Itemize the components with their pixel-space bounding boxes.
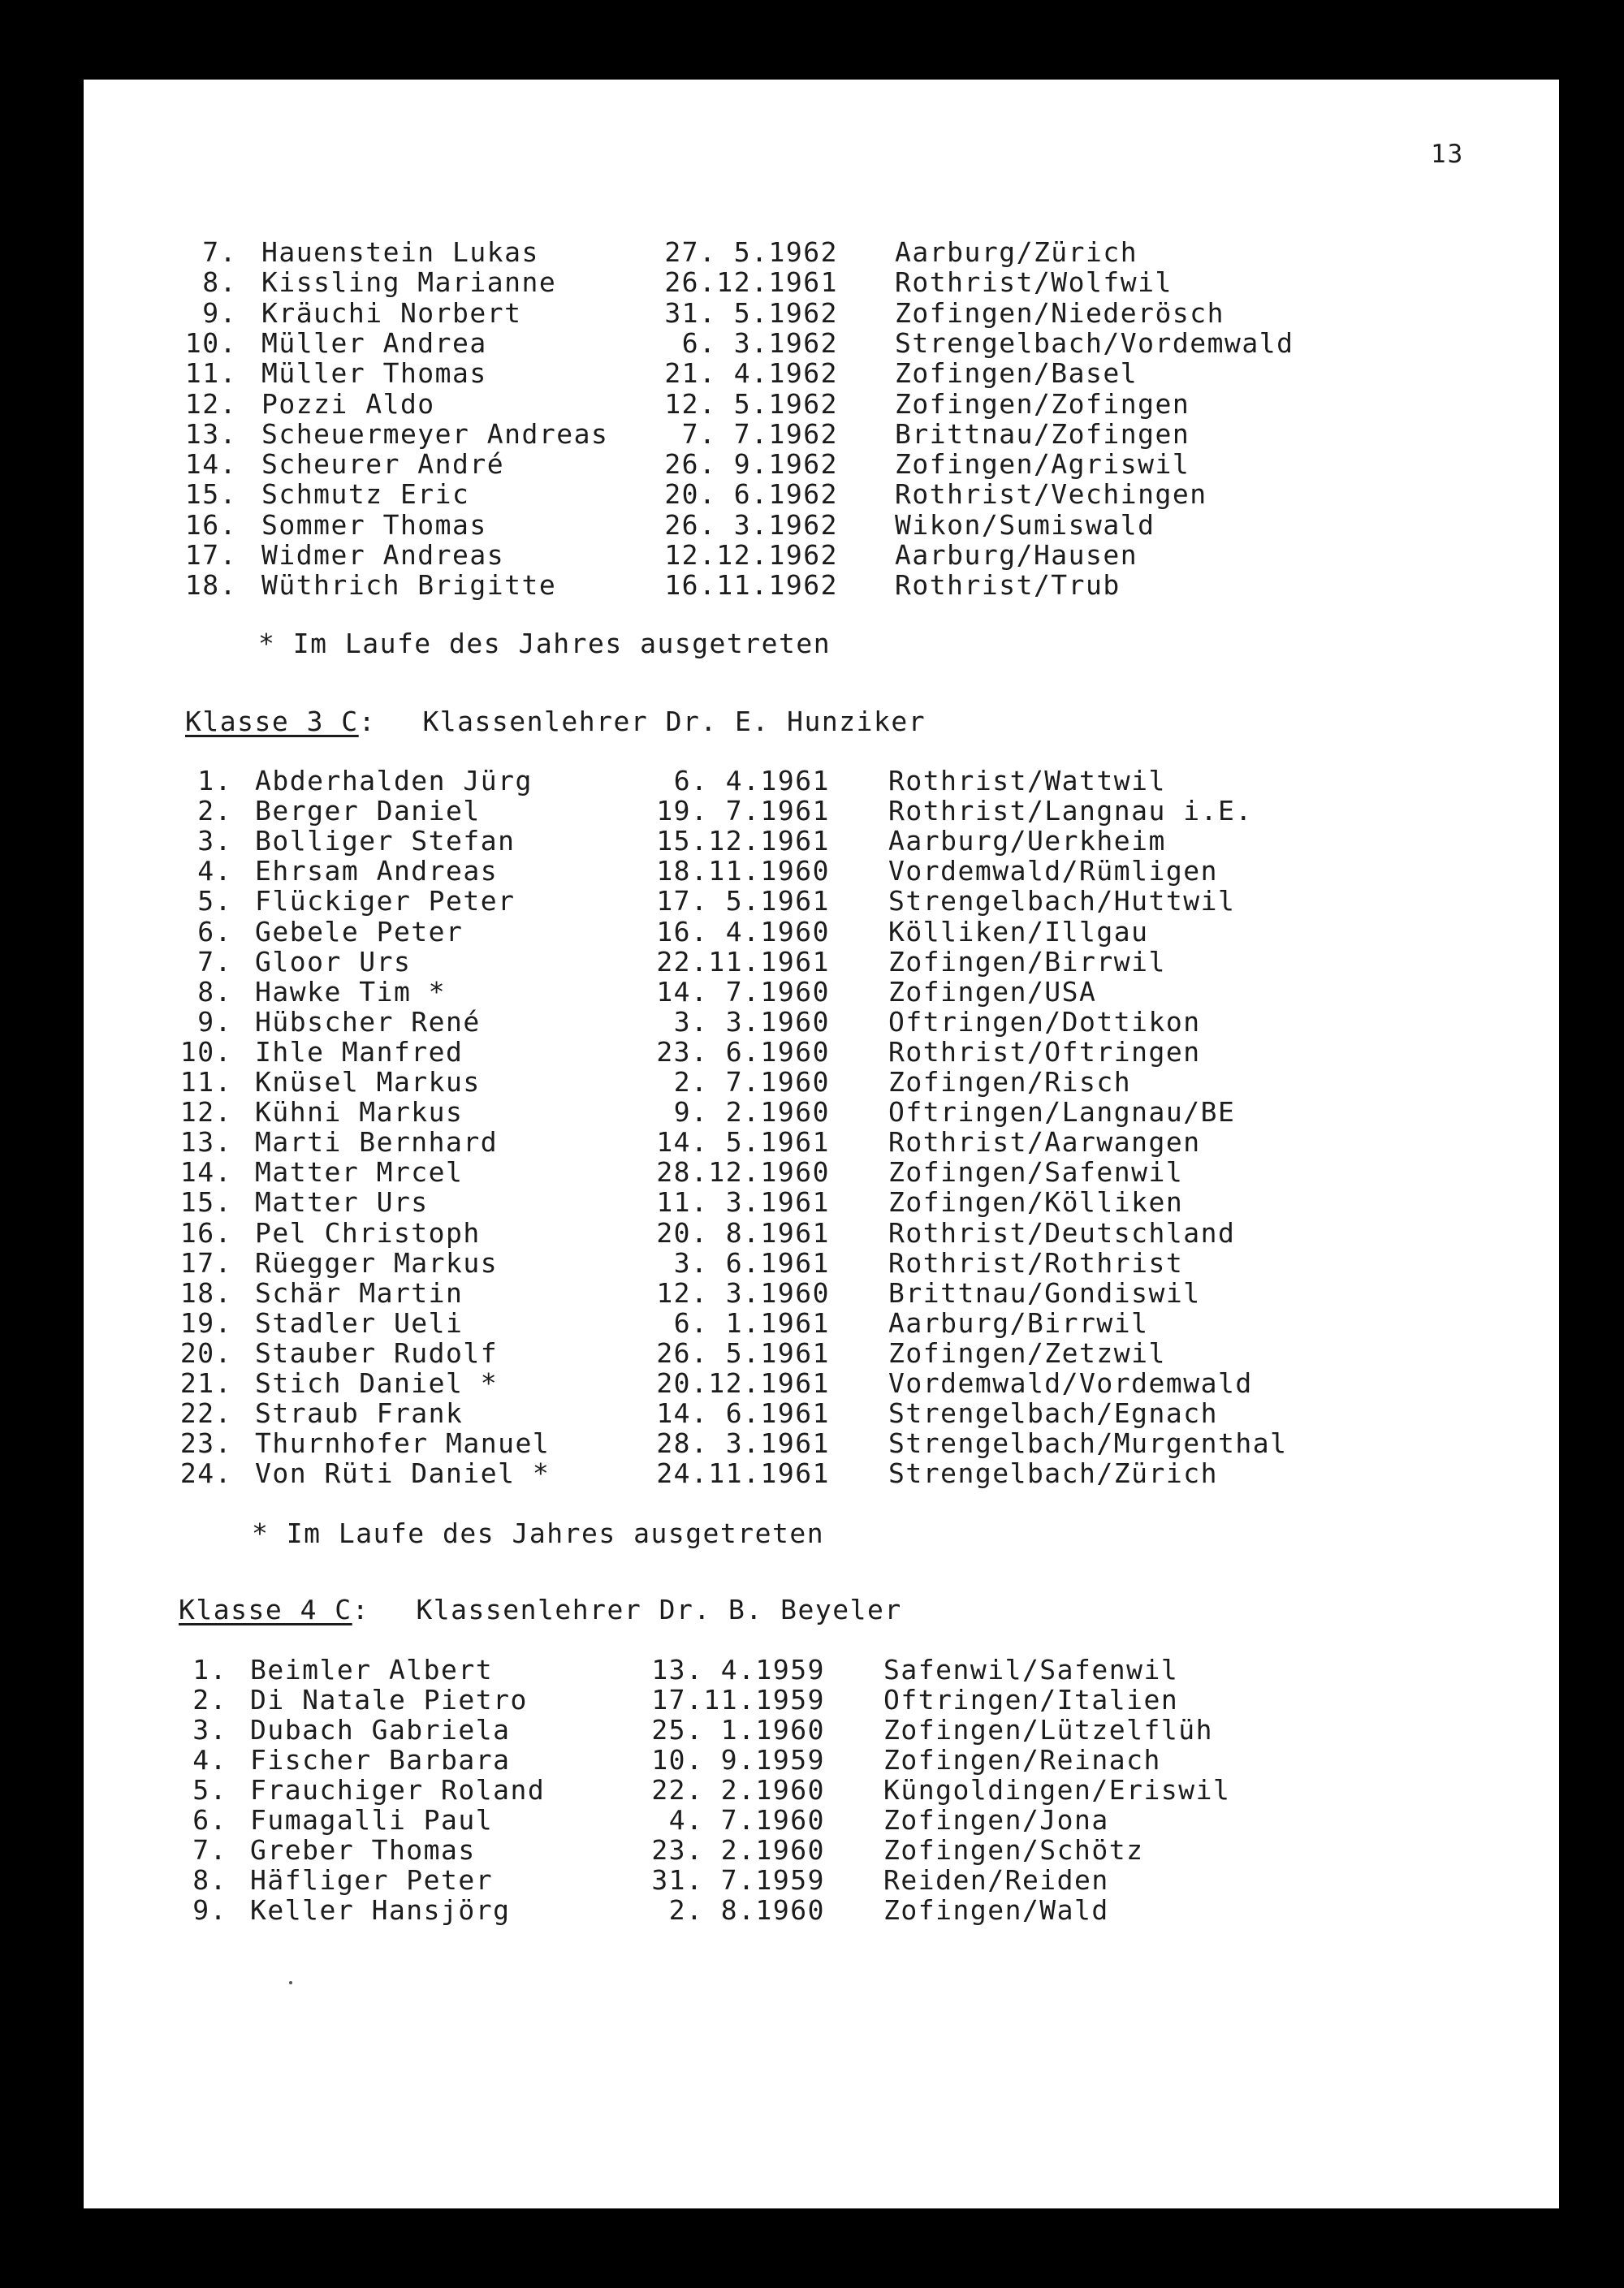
class-3c-separator: :: [358, 706, 377, 737]
list-row: [162, 1655, 1315, 1685]
student-name: Scheurer André: [261, 448, 505, 481]
birth-date: 12.12.1962: [664, 539, 838, 571]
class-4c-name: Klasse 4 C: [179, 1594, 352, 1625]
birth-date: 14. 5.1961: [656, 1126, 830, 1159]
residence-origin: Zofingen/Basel: [895, 357, 1138, 390]
row-number: 2.: [197, 795, 232, 827]
birth-date: 27. 5.1962: [664, 236, 838, 268]
birth-date: 20. 8.1961: [656, 1216, 830, 1249]
row-number: 4.: [197, 855, 232, 887]
birth-date: 3. 6.1961: [673, 1246, 830, 1279]
list-row: [167, 1218, 1320, 1248]
list-row: [172, 510, 1325, 540]
residence-origin: Aarburg/Birrwil: [888, 1306, 1149, 1339]
residence-origin: Oftringen/Langnau/BE: [888, 1096, 1236, 1129]
list-row: [172, 570, 1325, 600]
residence-origin: Strengelbach/Zürich: [888, 1457, 1218, 1490]
row-number: 17.: [179, 1246, 232, 1279]
birth-date: 3. 3.1960: [673, 1005, 830, 1038]
student-name: Müller Andrea: [261, 326, 487, 359]
birth-date: 6. 4.1961: [673, 765, 830, 796]
student-name: Kissling Marianne: [261, 266, 557, 299]
residence-origin: Zofingen/Birrwil: [888, 945, 1166, 978]
student-name: Pel Christoph: [255, 1216, 481, 1249]
birth-date: 23. 6.1960: [656, 1035, 830, 1068]
residence-origin: Kölliken/Illgau: [888, 915, 1149, 948]
residence-origin: Strengelbach/Huttwil: [888, 885, 1236, 917]
birth-date: 26. 3.1962: [664, 508, 838, 541]
page-number: 13: [1431, 140, 1465, 169]
residence-origin: Rothrist/Wolfwil: [895, 266, 1173, 299]
residence-origin: Wikon/Sumiswald: [895, 508, 1155, 541]
list-row: [172, 389, 1325, 419]
student-name: Widmer Andreas: [261, 539, 505, 571]
student-name: Di Natale Pietro: [250, 1684, 528, 1716]
residence-origin: Aarburg/Hausen: [895, 539, 1138, 571]
list-row: [167, 826, 1320, 856]
student-name: Berger Daniel: [255, 795, 481, 827]
student-name: Stauber Rudolf: [255, 1336, 499, 1369]
student-name: Matter Mrcel: [255, 1156, 464, 1189]
row-number: 12.: [179, 1096, 232, 1129]
residence-origin: Zofingen/Kölliken: [888, 1186, 1184, 1219]
row-number: 5.: [192, 1774, 227, 1806]
row-number: 14.: [179, 1156, 232, 1189]
list-row: [167, 1428, 1320, 1458]
birth-date: 31. 7.1959: [651, 1864, 825, 1896]
birth-date: 14. 7.1960: [656, 975, 830, 1008]
list-row: [167, 796, 1320, 826]
birth-date: 2. 8.1960: [668, 1894, 825, 1926]
residence-origin: Rothrist/Oftringen: [888, 1035, 1201, 1068]
list-row: [162, 1715, 1315, 1745]
list-row: [162, 1895, 1315, 1925]
student-name: Beimler Albert: [250, 1654, 494, 1686]
row-number: 18.: [179, 1276, 232, 1309]
residence-origin: Brittnau/Gondiswil: [888, 1276, 1201, 1309]
row-number: 1.: [192, 1654, 227, 1686]
birth-date: 13. 4.1959: [651, 1654, 825, 1686]
birth-date: 15.12.1961: [656, 825, 830, 857]
residence-origin: Aarburg/Zürich: [895, 236, 1138, 268]
list-row: [167, 1338, 1320, 1368]
birth-date: 4. 7.1960: [668, 1804, 825, 1836]
birth-date: 6. 1.1961: [673, 1306, 830, 1339]
list-row: [172, 479, 1325, 509]
row-number: 6.: [197, 915, 232, 948]
row-number: 16.: [184, 508, 237, 541]
list-row: [167, 1248, 1320, 1278]
birth-date: 23. 2.1960: [651, 1834, 825, 1866]
residence-origin: Rothrist/Deutschland: [888, 1216, 1236, 1249]
class-4c-heading: [179, 1595, 902, 1625]
residence-origin: Zofingen/Schötz: [883, 1834, 1144, 1866]
student-name: Schär Martin: [255, 1276, 464, 1309]
residence-origin: Rothrist/Rothrist: [888, 1246, 1184, 1279]
residence-origin: Zofingen/Agriswil: [895, 448, 1190, 481]
birth-date: 21. 4.1962: [664, 357, 838, 390]
class-4c-separator: :: [352, 1594, 370, 1625]
student-name: Ehrsam Andreas: [255, 855, 499, 887]
class-3c-footnote: * Im Laufe des Jahres ausgetreten: [252, 1517, 825, 1549]
student-name: Stich Daniel *: [255, 1367, 499, 1399]
residence-origin: Zofingen/Niederösch: [895, 296, 1224, 329]
residence-origin: Oftringen/Dottikon: [888, 1005, 1201, 1038]
birth-date: 16. 4.1960: [656, 915, 830, 948]
row-number: 8.: [202, 266, 237, 299]
list-row: [162, 1745, 1315, 1775]
birth-date: 26. 5.1961: [656, 1336, 830, 1369]
student-name: Hawke Tim *: [255, 975, 447, 1008]
residence-origin: Zofingen/Lützelflüh: [883, 1714, 1213, 1746]
residence-origin: Zofingen/USA: [888, 975, 1097, 1008]
list-row: [167, 856, 1320, 886]
residence-origin: Vordemwald/Rümligen: [888, 855, 1218, 887]
student-name: Abderhalden Jürg: [255, 765, 533, 796]
student-name: Stadler Ueli: [255, 1306, 464, 1339]
birth-date: 22. 2.1960: [651, 1774, 825, 1806]
list-row: [172, 237, 1325, 267]
student-name: Straub Frank: [255, 1397, 464, 1430]
list-row: [167, 766, 1320, 796]
row-number: 10.: [179, 1035, 232, 1068]
student-name: Häfliger Peter: [250, 1864, 494, 1896]
student-name: Von Rüti Daniel *: [255, 1457, 551, 1490]
student-name: Fumagalli Paul: [250, 1804, 494, 1836]
birth-date: 20. 6.1962: [664, 478, 838, 511]
student-name: Kräuchi Norbert: [261, 296, 522, 329]
row-number: 6.: [192, 1804, 227, 1836]
row-number: 7.: [192, 1834, 227, 1866]
student-name: Fischer Barbara: [250, 1744, 511, 1776]
list-row: [167, 1037, 1320, 1067]
birth-date: 19. 7.1961: [656, 795, 830, 827]
list-row: [162, 1865, 1315, 1895]
student-name: Müller Thomas: [261, 357, 487, 390]
list-row: [167, 1458, 1320, 1488]
row-number: 18.: [184, 569, 237, 602]
row-number: 5.: [197, 885, 232, 917]
row-number: 15.: [179, 1186, 232, 1219]
student-name: Hübscher René: [255, 1005, 481, 1038]
student-name: Scheuermeyer Andreas: [261, 417, 609, 450]
list-row: [162, 1775, 1315, 1805]
birth-date: 11. 3.1961: [656, 1186, 830, 1219]
student-name: Pozzi Aldo: [261, 387, 435, 420]
row-number: 10.: [184, 326, 237, 359]
row-number: 1.: [197, 765, 232, 796]
residence-origin: Zofingen/Zofingen: [895, 387, 1190, 420]
list-row: [172, 449, 1325, 479]
student-name: Keller Hansjörg: [250, 1894, 511, 1926]
row-number: 9.: [197, 1005, 232, 1038]
birth-date: 17. 5.1961: [656, 885, 830, 917]
student-name: Gebele Peter: [255, 915, 464, 948]
residence-origin: Zofingen/Safenwil: [888, 1156, 1184, 1189]
list-row: [167, 1398, 1320, 1428]
student-name: Matter Urs: [255, 1186, 429, 1219]
list-row: [167, 1007, 1320, 1037]
residence-origin: Oftringen/Italien: [883, 1684, 1179, 1716]
residence-origin: Aarburg/Uerkheim: [888, 825, 1166, 857]
birth-date: 20.12.1961: [656, 1367, 830, 1399]
list-row: [167, 1308, 1320, 1338]
residence-origin: Safenwil/Safenwil: [883, 1654, 1179, 1686]
birth-date: 12. 3.1960: [656, 1276, 830, 1309]
residence-origin: Küngoldingen/Eriswil: [883, 1774, 1231, 1806]
birth-date: 24.11.1961: [656, 1457, 830, 1490]
birth-date: 6. 3.1962: [681, 326, 838, 359]
class-2c-footnote: * Im Laufe des Jahres ausgetreten: [258, 628, 831, 659]
birth-date: 25. 1.1960: [651, 1714, 825, 1746]
student-name: Kühni Markus: [255, 1096, 464, 1129]
row-number: 13.: [179, 1126, 232, 1159]
list-row: [167, 1157, 1320, 1187]
list-row: [172, 358, 1325, 388]
list-row: [172, 298, 1325, 328]
class-3c-teacher: Klassenlehrer Dr. E. Hunziker: [422, 706, 926, 737]
student-name: Bolliger Stefan: [255, 825, 516, 857]
class-2c-list: [172, 237, 1325, 611]
residence-origin: Zofingen/Zetzwil: [888, 1336, 1166, 1369]
row-number: 14.: [184, 448, 237, 481]
list-row: [167, 977, 1320, 1007]
student-name: Thurnhofer Manuel: [255, 1427, 551, 1460]
row-number: 12.: [184, 387, 237, 420]
student-name: Flückiger Peter: [255, 885, 516, 917]
class-3c-list: [167, 766, 1320, 1488]
residence-origin: Rothrist/Aarwangen: [888, 1126, 1201, 1159]
list-row: [167, 1278, 1320, 1308]
row-number: 13.: [184, 417, 237, 450]
scan-speck: [289, 1981, 292, 1984]
row-number: 11.: [184, 357, 237, 390]
student-name: Wüthrich Brigitte: [261, 569, 557, 602]
list-row: [172, 540, 1325, 570]
list-row: [167, 886, 1320, 916]
birth-date: 18.11.1960: [656, 855, 830, 887]
student-name: Greber Thomas: [250, 1834, 476, 1866]
list-row: [162, 1805, 1315, 1835]
row-number: 7.: [202, 236, 237, 268]
residence-origin: Strengelbach/Egnach: [888, 1397, 1218, 1430]
list-row: [167, 917, 1320, 947]
row-number: 11.: [179, 1066, 232, 1098]
student-name: Knüsel Markus: [255, 1066, 481, 1098]
residence-origin: Strengelbach/Murgenthal: [888, 1427, 1288, 1460]
row-number: 9.: [202, 296, 237, 329]
row-number: 21.: [179, 1367, 232, 1399]
list-row: [172, 328, 1325, 358]
row-number: 9.: [192, 1894, 227, 1926]
class-4c-teacher: Klassenlehrer Dr. B. Beyeler: [416, 1594, 902, 1625]
row-number: 4.: [192, 1744, 227, 1776]
list-row: [162, 1685, 1315, 1715]
row-number: 23.: [179, 1427, 232, 1460]
birth-date: 28. 3.1961: [656, 1427, 830, 1460]
list-row: [167, 947, 1320, 977]
student-name: Schmutz Eric: [261, 478, 470, 511]
birth-date: 10. 9.1959: [651, 1744, 825, 1776]
student-name: Dubach Gabriela: [250, 1714, 511, 1746]
birth-date: 26. 9.1962: [664, 448, 838, 481]
student-name: Frauchiger Roland: [250, 1774, 546, 1806]
student-name: Gloor Urs: [255, 945, 412, 978]
row-number: 2.: [192, 1684, 227, 1716]
row-number: 24.: [179, 1457, 232, 1490]
student-name: Hauenstein Lukas: [261, 236, 539, 268]
list-row: [162, 1835, 1315, 1865]
list-row: [167, 1097, 1320, 1127]
residence-origin: Zofingen/Reinach: [883, 1744, 1161, 1776]
row-number: 7.: [197, 945, 232, 978]
birth-date: 2. 7.1960: [673, 1066, 830, 1098]
student-name: Marti Bernhard: [255, 1126, 499, 1159]
residence-origin: Rothrist/Trub: [895, 569, 1121, 602]
residence-origin: Zofingen/Wald: [883, 1894, 1109, 1926]
student-name: Ihle Manfred: [255, 1035, 464, 1068]
class-3c-heading: [185, 706, 926, 736]
list-row: [167, 1127, 1320, 1157]
list-row: [167, 1187, 1320, 1217]
list-row: [172, 267, 1325, 297]
birth-date: 7. 7.1962: [681, 417, 838, 450]
row-number: 3.: [197, 825, 232, 857]
class-3c-name: Klasse 3 C: [185, 706, 359, 737]
row-number: 20.: [179, 1336, 232, 1369]
row-number: 8.: [197, 975, 232, 1008]
row-number: 15.: [184, 478, 237, 511]
student-name: Sommer Thomas: [261, 508, 487, 541]
row-number: 19.: [179, 1306, 232, 1339]
birth-date: 16.11.1962: [664, 569, 838, 602]
residence-origin: Rothrist/Wattwil: [888, 765, 1166, 796]
birth-date: 17.11.1959: [651, 1684, 825, 1716]
residence-origin: Reiden/Reiden: [883, 1864, 1109, 1896]
row-number: 3.: [192, 1714, 227, 1746]
birth-date: 9. 2.1960: [673, 1096, 830, 1129]
list-row: [172, 419, 1325, 449]
student-name: Rüegger Markus: [255, 1246, 499, 1279]
row-number: 22.: [179, 1397, 232, 1430]
list-row: [167, 1067, 1320, 1097]
birth-date: 28.12.1960: [656, 1156, 830, 1189]
birth-date: 26.12.1961: [664, 266, 838, 299]
residence-origin: Zofingen/Jona: [883, 1804, 1109, 1836]
birth-date: 14. 6.1961: [656, 1397, 830, 1430]
list-row: [167, 1368, 1320, 1398]
row-number: 8.: [192, 1864, 227, 1896]
residence-origin: Strengelbach/Vordemwald: [895, 326, 1294, 359]
class-4c-list: [162, 1655, 1315, 1931]
residence-origin: Brittnau/Zofingen: [895, 417, 1190, 450]
row-number: 17.: [184, 539, 237, 571]
residence-origin: Zofingen/Risch: [888, 1066, 1132, 1098]
residence-origin: Vordemwald/Vordemwald: [888, 1367, 1253, 1399]
birth-date: 31. 5.1962: [664, 296, 838, 329]
residence-origin: Rothrist/Langnau i.E.: [888, 795, 1253, 827]
residence-origin: Rothrist/Vechingen: [895, 478, 1207, 511]
birth-date: 12. 5.1962: [664, 387, 838, 420]
row-number: 16.: [179, 1216, 232, 1249]
birth-date: 22.11.1961: [656, 945, 830, 978]
